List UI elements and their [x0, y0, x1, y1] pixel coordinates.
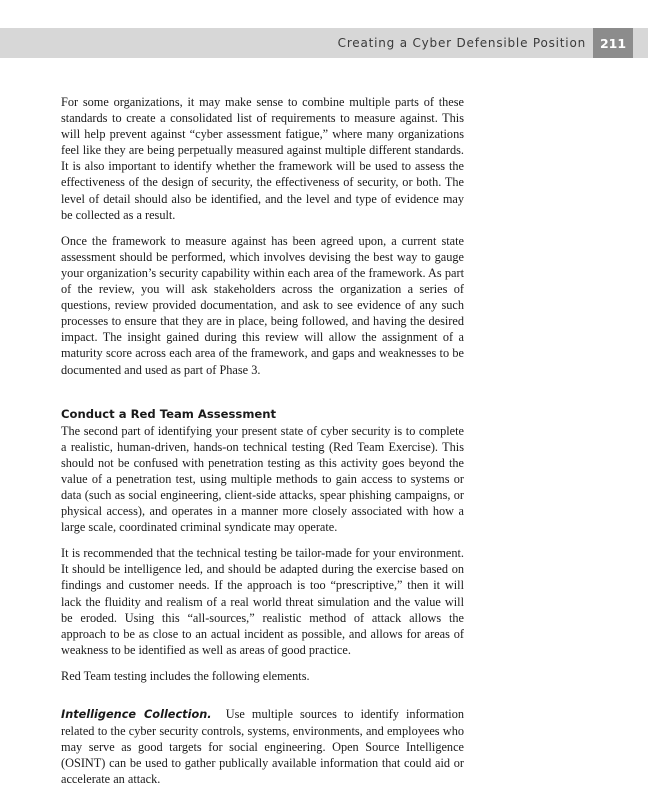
- paragraph: Red Team testing includes the following elements.: [61, 668, 310, 683]
- running-head: Creating a Cyber Defensible Position: [337, 36, 586, 50]
- paragraph: The second part of identifying your present state of cyber security is to complete a realistic, human-driven, hands-on technical testing (Red Team Exercise). This should not be confused with penetration testing as this activity goes beyond the value of a penetration test, using multiple methods to gain access to systems or data (such as social engineering, client-side attacks, spear phishing campaigns, or physical access), and operates in a manner more closely associated with how a large scale, coordinated criminal syndicate may operate.: [61, 423, 464, 535]
- intelligence-collection-paragraph: [61, 706, 464, 787]
- page-number: 211: [593, 28, 633, 58]
- paragraph: It is recommended that the technical testing be tailor-made for your environment. It should be intelligence led, and should be adapted during the exercise based on findings and customer needs. If the approach is too “prescriptive,” then it will lack the fluidity and realism of a real world threat simulation and the value will be eroded. Using this “all-sources,” realistic method of attack allows the approach to be as close to an actual incident as possible, and allows for areas of weakness to be identified as well as areas of good practice.: [61, 546, 464, 657]
- run-in-heading: Intelligence Collection.: [61, 708, 212, 721]
- page-body: [61, 94, 464, 797]
- paragraph-text: Use multiple sources to identify information related to the cyber security controls, systems, environments, and employees who may serve as good targets for social engineering. Open Source Intelligence (OSINT) can be used to gather publically available information that could aid or accelerate an attack.: [61, 707, 464, 787]
- paragraph: For some organizations, it may make sense to combine multiple parts of these standards to create a consolidated list of requirements to measure against. This will help prevent against “cyber assessment fatigue,” where many organizations feel like they are being perpetually measured against multiple different standards. It is also important to identify whether the framework will be used to assess the effectiveness of the design of security, the effectiveness of security, or both. The level of detail should also be identified, and the level and type of evidence may be collected as a result.: [61, 95, 464, 222]
- paragraph: Once the framework to measure against has been agreed upon, a current state assessment should be performed, which involves devising the best way to gauge your organization’s security capability within each area of the framework. As part of the review, you will ask stakeholders across the organization a series of questions, review provided documentation, and ask to see evidence of any such processes to ensure that they are in place, being followed, and having the desired impact. The insight gained during this review will allow the assignment of a maturity score across each area of the framework, and gaps and weaknesses to be documented and used as part of Phase 3.: [61, 233, 464, 377]
- section-heading: Conduct a Red Team Assessment: [61, 406, 277, 421]
